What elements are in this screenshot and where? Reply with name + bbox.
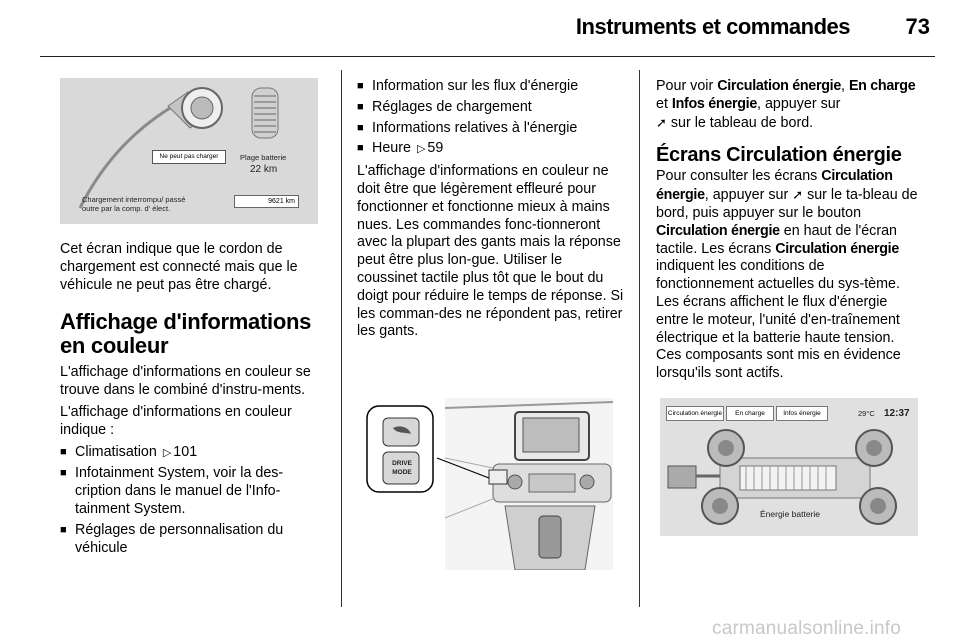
page-ref-icon: ▷ bbox=[162, 446, 172, 459]
charging-screen-illustration bbox=[60, 78, 318, 224]
energy-flow-paragraph: Pour consulter les écrans Circulation énergie, appuyer sur ➚ sur le ta-bleau de bord, puis appuyer sur le bouton Circulation énergie en haut de l'écran tactile. Les écrans Circulation énergie indiquent les conditions de fonctionnement actuelles du sys-tème. Les écrans affichent le flux d'énergie entre le moteur, l'unité d'en-traînement électrique et la batterie haute tension. Ces composants sont mis en évidence lorsqu'ils sont actifs. bbox=[656, 168, 918, 382]
odometer: 9621 km bbox=[234, 195, 299, 208]
list-item: ■ Réglages de chargement bbox=[357, 99, 625, 117]
list-item: ■ Infotainment System, voir la des-cription dans le manuel de l'Info-tainment System. bbox=[60, 465, 328, 518]
display-items-list bbox=[60, 444, 328, 558]
drive-mode-button-label-2: MODE bbox=[392, 469, 412, 476]
energy-leaf-icon: ➚ bbox=[656, 114, 667, 130]
watermark: carmanualsonline.info bbox=[712, 618, 902, 639]
cannot-charge-message: Ne peut pas charger bbox=[152, 150, 226, 164]
charge-interrupted-line2: outre par la comp. d' élect. bbox=[82, 204, 171, 213]
column-divider-1 bbox=[341, 70, 342, 607]
touch-usage-paragraph: L'affichage d'informations en couleur ne doit être que légèrement effleuré pour fonctionner et fonctionne mieux à mains nues. Les commandes fonc-tionneront avec la plupart des gants mais la réponse peut être plus lon-gue. Utiliser le coussinet tactile plus tôt que le bout du doigt pour réduire le temps de réponse. Si les comman-des ne répondent pas, retirer les gants. bbox=[357, 163, 624, 340]
column-3 bbox=[656, 78, 922, 387]
list-item: ■ Réglages de personnalisation du véhicule bbox=[60, 522, 328, 558]
cord-connected-paragraph: Cet écran indique que le cordon de chargement est connecté mais que le véhicule ne peut pas être chargé. bbox=[60, 241, 298, 293]
tab-infos-energie: Infos énergie bbox=[776, 406, 828, 421]
section-heading-color-display bbox=[60, 310, 328, 358]
energy-flow-screen-illustration bbox=[660, 398, 918, 536]
battery-energy-caption: Énergie batterie bbox=[760, 509, 821, 519]
list-item: ■ Heure ▷ 59 bbox=[357, 140, 625, 159]
battery-range-label: Plage batterie bbox=[240, 153, 287, 162]
display-items-list-continued bbox=[357, 78, 625, 159]
dashboard-drawing bbox=[365, 398, 613, 570]
drive-mode-button-label-1: DRIVE bbox=[392, 460, 412, 467]
display-indicates-paragraph: L'affichage d'informations en couleur indique : bbox=[60, 403, 292, 438]
header-rule bbox=[40, 56, 935, 57]
heading-line1: Affichage d'informations bbox=[60, 309, 312, 335]
dashboard-illustration bbox=[365, 398, 613, 570]
section-heading-energy-flow: Écrans Circulation énergie bbox=[656, 144, 902, 167]
charge-interrupted-line1: Chargement interrompu/ passé bbox=[82, 195, 186, 204]
clock-readout: 12:37 bbox=[884, 408, 910, 419]
page-header-title: Instruments et commandes bbox=[575, 14, 850, 39]
list-item: ■ Climatisation ▷ 101 bbox=[60, 444, 328, 463]
temperature-readout: 29°C bbox=[858, 409, 875, 418]
list-item: ■ Information sur les flux d'énergie bbox=[357, 78, 625, 96]
tab-circulation-energie: Circulation énergie bbox=[666, 406, 724, 421]
list-item: ■ Informations relatives à l'énergie bbox=[357, 120, 625, 138]
page-number: 73 bbox=[905, 14, 930, 39]
heading-line2: en couleur bbox=[60, 333, 169, 359]
tab-en-charge: En charge bbox=[726, 406, 774, 421]
energy-leaf-icon: ➚ bbox=[792, 187, 804, 203]
battery-range-value: 22 km bbox=[250, 164, 278, 175]
column-divider-2 bbox=[639, 70, 640, 607]
page-ref-icon: ▷ bbox=[416, 143, 426, 156]
view-screens-paragraph: Pour voir Circulation énergie, En charge et Infos énergie, appuyer sur ➚ sur le tableau de bord. bbox=[656, 78, 916, 131]
column-1 bbox=[60, 241, 328, 561]
display-location-paragraph: L'affichage d'informations en couleur se trouve dans le combiné d'instru-ments. bbox=[60, 364, 311, 399]
column-2 bbox=[357, 78, 625, 345]
